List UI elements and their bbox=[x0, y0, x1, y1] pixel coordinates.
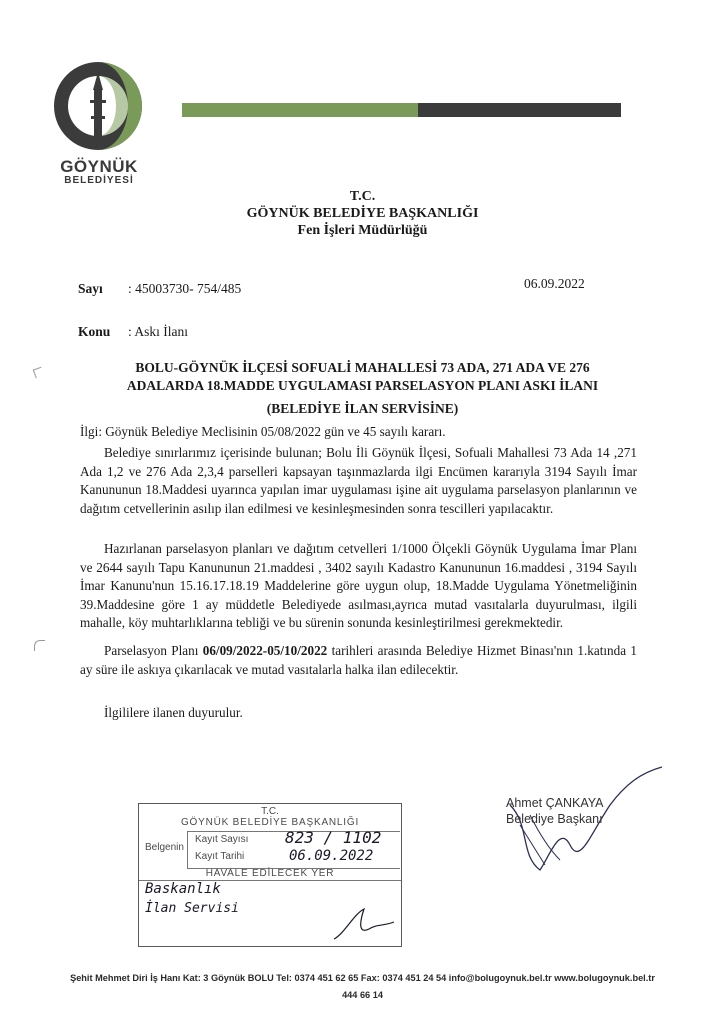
subject-title-line2: ADALARDA 18.MADDE UYGULAMASI PARSELASYON PLANI ASKI İLANI bbox=[126, 378, 599, 393]
municipality-logo bbox=[44, 58, 152, 210]
stamp-organization: GÖYNÜK BELEDİYE BAŞKANLIĞI bbox=[180, 817, 360, 828]
stamp-tc: T.C. bbox=[261, 806, 279, 817]
sayi-label: Sayı bbox=[78, 281, 103, 296]
body-paragraph-3 bbox=[80, 642, 637, 679]
sayi-value: : 45003730- 754/485 bbox=[128, 281, 242, 296]
document-date: 06.09.2022 bbox=[524, 276, 585, 291]
stamp-initials bbox=[329, 904, 399, 944]
stamp-kayit-tarihi-label: Kayıt Tarihi bbox=[195, 851, 245, 862]
stamp-kayit-sayisi-value: 823 / 1102 bbox=[285, 828, 382, 847]
header-bar-green bbox=[182, 103, 418, 117]
signatory-name: Ahmet ÇANKAYA bbox=[506, 796, 604, 810]
registry-stamp bbox=[138, 803, 402, 947]
signatory-title: Belediye Başkanı bbox=[506, 812, 603, 826]
header-tc: T.C. bbox=[349, 189, 376, 204]
stamp-handwritten-1: Baskanlık bbox=[145, 881, 221, 897]
stamp-havale: HAVALE EDİLECEK YER bbox=[205, 868, 335, 879]
logo-name: GÖYNÜK bbox=[60, 157, 138, 176]
body-paragraph-1: Belediye sınırlarımız içerisinde bulunan; Bolu İli Göynük İlçesi, Sofuali Mahallesi 73 Ada 14 ,271 Ada 1,2 ve 276 Ada 2,3,4 parselleri kapsayan taşınmazlarda ilgi Encümen kararıyla 3194 Sayılı İmar Kanununun 18.Maddesi uyarınca yapılan imar uygulaması işine ait uygulama parselasyon planlarının ve dağıtım cetvellerinin asılıp ilan edilmesi ve kesinleşmesinden sonra tescilleri yapılacaktır. bbox=[80, 445, 637, 516]
header-bar-dark bbox=[418, 103, 621, 117]
paragraph-3-start: Parselasyon Planı bbox=[104, 643, 203, 658]
stamp-belgenin: Belgenin bbox=[145, 842, 184, 853]
header-department: Fen İşleri Müdürlüğü bbox=[297, 223, 428, 238]
footer-contact: Şehit Mehmet Diri İş Hanı Kat: 3 Göynük BOLU Tel: 0374 451 62 65 Fax: 0374 451 24 54 info@bolugoynuk.bel.tr www.bolugoynuk.bel.tr bbox=[70, 973, 655, 983]
closing-sentence: İlgililere ilanen duyurulur. bbox=[104, 705, 243, 720]
scan-mark bbox=[34, 640, 45, 651]
ilgi-reference: İlgi: Göynük Belediye Meclisinin 05/08/2022 gün ve 45 sayılı kararı. bbox=[80, 424, 446, 439]
stamp-kayit-tarihi-value: 06.09.2022 bbox=[289, 848, 374, 864]
konu-value: : Askı İlanı bbox=[128, 324, 188, 339]
logo-subtitle: BELEDİYESİ bbox=[64, 175, 134, 186]
display-period: 06/09/2022-05/10/2022 bbox=[202, 643, 328, 658]
stamp-handwritten-2: İlan Servisi bbox=[145, 901, 239, 916]
konu-label: Konu bbox=[78, 324, 111, 339]
footer-phone: 444 66 14 bbox=[342, 990, 383, 1000]
subject-title-line3: (BELEDİYE İLAN SERVİSİNE) bbox=[266, 401, 459, 416]
paragraph-3-end: tarihleri arasında Belediye Hizmet Binası'nın 1.katında 1 ay süre ile askıya çıkarılacak ve mutad vasıtalarla halka ilan edilecektir. bbox=[80, 643, 637, 677]
header-organization: GÖYNÜK BELEDİYE BAŞKANLIĞI bbox=[246, 206, 479, 221]
stamp-kayit-sayisi-label: Kayıt Sayısı bbox=[195, 834, 249, 845]
subject-title-line1: BOLU-GÖYNÜK İLÇESİ SOFUALİ MAHALLESİ 73 ADA, 271 ADA VE 276 bbox=[135, 360, 590, 375]
body-paragraph-2: Hazırlanan parselasyon planları ve dağıtım cetvelleri 1/1000 Ölçekli Göynük Uygulama İmar Planı ve 2644 sayılı Tapu Kanununun 21.maddesi , 3402 sayılı Kadastro Kanununun 16.maddesi , 3194 Sayılı İmar Kanunu'nun 15.16.17.18.19 Maddelerine göre uygun olup, 18.Madde Uygulama Yönetmeliğinin 39.Maddesine göre 1 ay müddetle Belediyede asılması,ayrıca mutad vasıtalarla duyurulması, ilgili mahalle, köy muhtarlıklarına tebliği ve bu sürenin sonunda kesinleştirilmesi gerekmektedir. bbox=[80, 541, 637, 631]
